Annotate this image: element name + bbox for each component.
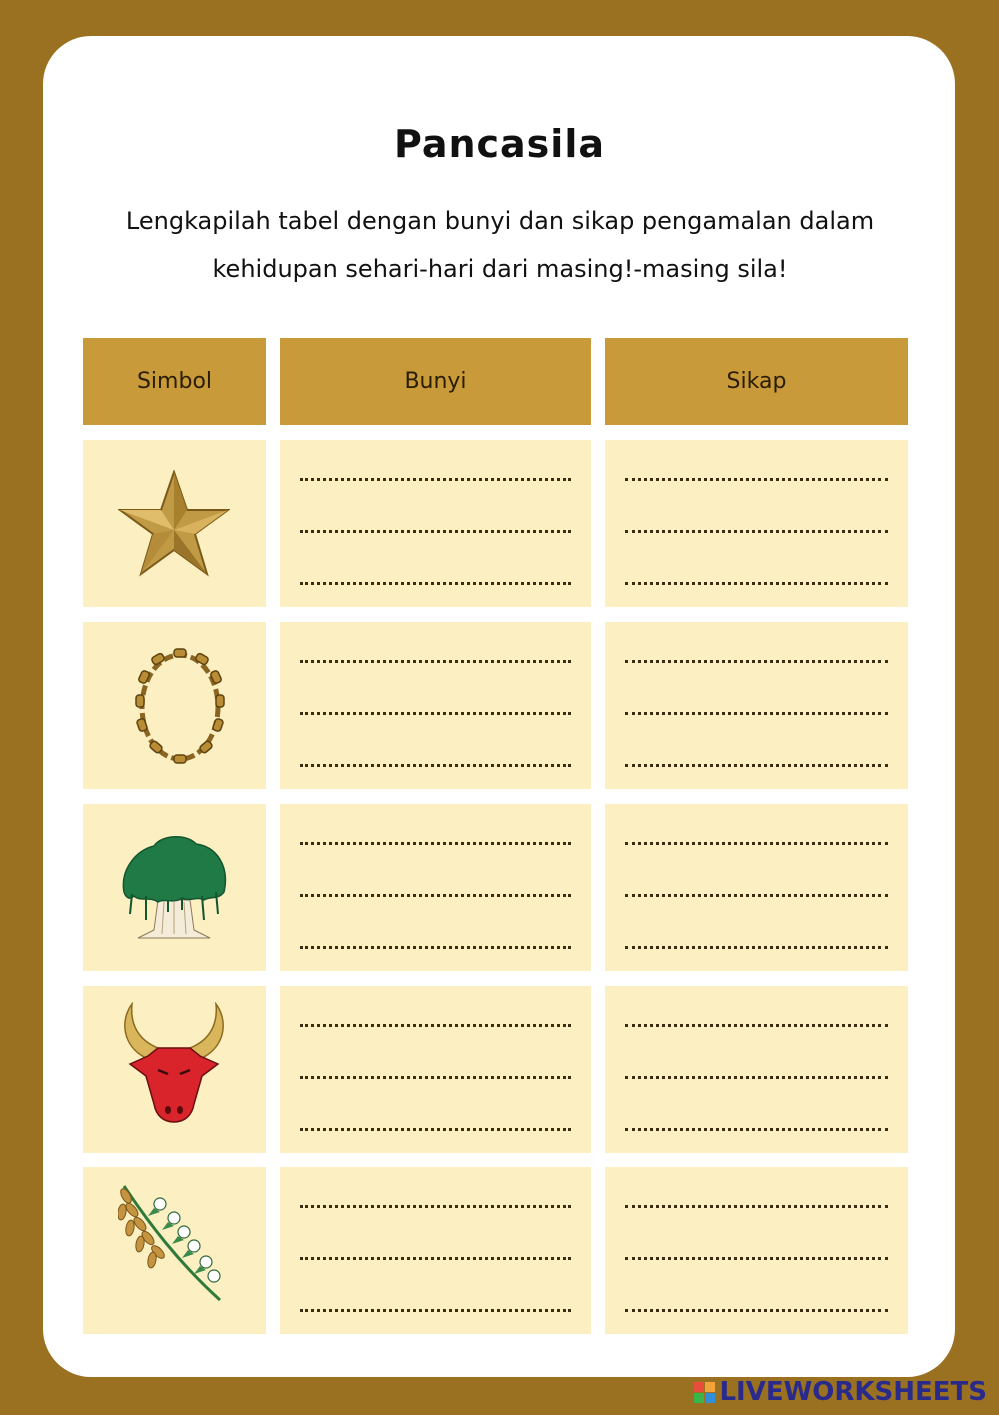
header-sikap: Sikap (605, 338, 908, 425)
bull-head-icon (118, 1002, 230, 1126)
answer-line[interactable] (300, 764, 571, 767)
answer-line[interactable] (625, 1076, 888, 1079)
bunyi-cell[interactable] (280, 622, 591, 789)
answer-line[interactable] (625, 1128, 888, 1131)
sikap-cell[interactable] (605, 440, 908, 607)
instruction-line-1: Lengkapilah tabel dengan bunyi dan sikap pengamalan dalam (125, 207, 875, 235)
answer-line[interactable] (625, 946, 888, 949)
header-bunyi: Bunyi (280, 338, 591, 425)
answer-line[interactable] (300, 1257, 571, 1260)
answer-line[interactable] (300, 712, 571, 715)
answer-line[interactable] (625, 764, 888, 767)
answer-line[interactable] (300, 660, 571, 663)
answer-line[interactable] (300, 894, 571, 897)
answer-line[interactable] (625, 582, 888, 585)
instruction-line-2: kehidupan sehari-hari dari masing!-masing sila! (212, 255, 788, 283)
answer-line[interactable] (625, 712, 888, 715)
chain-icon (128, 645, 232, 769)
banyan-tree-icon (118, 830, 230, 942)
header-simbol: Simbol (83, 338, 266, 425)
bunyi-cell[interactable] (280, 986, 591, 1153)
rice-cotton-icon (118, 1182, 226, 1304)
answer-line[interactable] (300, 946, 571, 949)
bunyi-cell[interactable] (280, 440, 591, 607)
answer-line[interactable] (625, 530, 888, 533)
sikap-cell[interactable] (605, 1167, 908, 1334)
answer-line[interactable] (300, 1076, 571, 1079)
answer-line[interactable] (625, 1257, 888, 1260)
liveworksheets-brand (694, 1377, 987, 1407)
page-title: Pancasila (393, 122, 605, 166)
sikap-cell[interactable] (605, 804, 908, 971)
liveworksheets-logo-icon (694, 1382, 715, 1403)
answer-line[interactable] (625, 894, 888, 897)
sikap-cell[interactable] (605, 622, 908, 789)
answer-line[interactable] (300, 1024, 571, 1027)
answer-line[interactable] (625, 478, 888, 481)
answer-line[interactable] (300, 478, 571, 481)
brand-text: LIVEWORKSHEETS (719, 1377, 987, 1407)
instruction (80, 197, 920, 293)
answer-line[interactable] (300, 582, 571, 585)
answer-line[interactable] (300, 842, 571, 845)
bunyi-cell[interactable] (280, 804, 591, 971)
answer-line[interactable] (300, 530, 571, 533)
sikap-cell[interactable] (605, 986, 908, 1153)
answer-line[interactable] (300, 1128, 571, 1131)
answer-line[interactable] (625, 1205, 888, 1208)
answer-line[interactable] (300, 1309, 571, 1312)
answer-line[interactable] (625, 842, 888, 845)
star-icon (118, 470, 230, 578)
answer-line[interactable] (625, 660, 888, 663)
answer-line[interactable] (300, 1205, 571, 1208)
answer-line[interactable] (625, 1309, 888, 1312)
answer-line[interactable] (625, 1024, 888, 1027)
bunyi-cell[interactable] (280, 1167, 591, 1334)
